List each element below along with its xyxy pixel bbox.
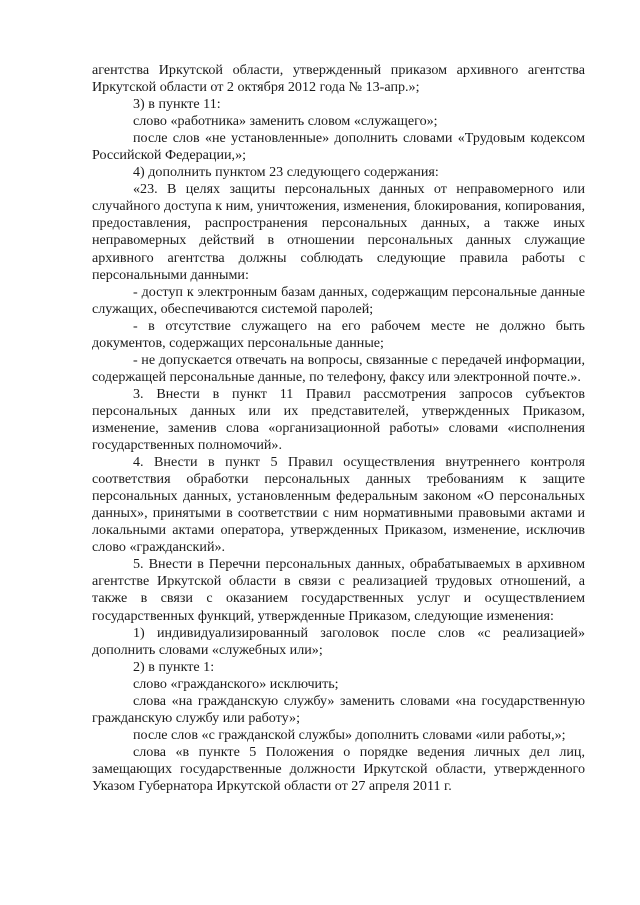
paragraph: слово «гражданского» исключить; — [133, 675, 339, 692]
paragraph: слово «работника» заменить словом «служащего»; — [133, 113, 438, 130]
paragraph: - не допускается отвечать на вопросы, связанные с передачей информации, содержащей персональные данные, по телефону, факсу или электронной почте.». — [92, 351, 585, 385]
paragraph: - в отсутствие служащего на его рабочем месте не должно быть документов, содержащих персональные данные; — [92, 317, 585, 351]
paragraph: «23. В целях защиты персональных данных от неправомерного или случайного доступа к ним, уничтожения, изменения, блокирования, копирования, предоставления, распространения персональных данных, а также иных неправомерных действий в отношении персональных данных служащие архивного агентства должны соблюдать следующие правила работы с персональными данными: — [92, 181, 585, 283]
paragraph: после слов «с гражданской службы» дополнить словами «или работы,»; — [133, 726, 566, 743]
paragraph: 3) в пункте 11: — [133, 96, 221, 113]
paragraph: после слов «не установленные» дополнить словами «Трудовым кодексом Российской Федерации,»; — [92, 130, 585, 164]
document-body — [92, 62, 585, 795]
paragraph: 2) в пункте 1: — [133, 658, 215, 675]
paragraph: - доступ к электронным базам данных, содержащим персональные данные служащих, обеспечиваются системой паролей; — [92, 283, 585, 317]
paragraph: слова «в пункте 5 Положения о порядке ведения личных дел лиц, замещающих государственные должности Иркутской области, утвержденного Указом Губернатора Иркутской области от 27 апреля 2011 г. — [92, 743, 585, 794]
paragraph: агентства Иркутской области, утвержденный приказом архивного агентства Иркутской области от 2 октября 2012 года № 13-апр.»; — [92, 62, 585, 96]
paragraph: 4) дополнить пунктом 23 следующего содержания: — [133, 164, 439, 181]
paragraph: 3. Внести в пункт 11 Правил рассмотрения запросов субъектов персональных данных или их представителей, утвержденных Приказом, изменение, заменив слова «организационной работы» словами «исполнения государственных полномочий». — [92, 385, 585, 454]
paragraph: слова «на гражданскую службу» заменить словами «на государственную гражданскую службу или работу»; — [92, 692, 585, 726]
paragraph: 4. Внести в пункт 5 Правил осуществления внутреннего контроля соответствия обработки персональных данных требованиям к защите персональных данных, установленным федеральным законом «О персональных данных», принятыми в соответствии с ним нормативными правовыми актами и локальными актами оператора, утвержденных Приказом, изменение, исключив слово «гражданский». — [92, 454, 585, 556]
paragraph: 1) индивидуализированный заголовок после слов «с реализацией» дополнить словами «служебных или»; — [92, 624, 585, 658]
paragraph: 5. Внести в Перечни персональных данных, обрабатываемых в архивном агентстве Иркутской области в связи с реализацией трудовых отношений, а также в связи с оказанием государственных услуг и осуществлением государственных функций, утвержденные Приказом, следующие изменения: — [92, 556, 585, 624]
